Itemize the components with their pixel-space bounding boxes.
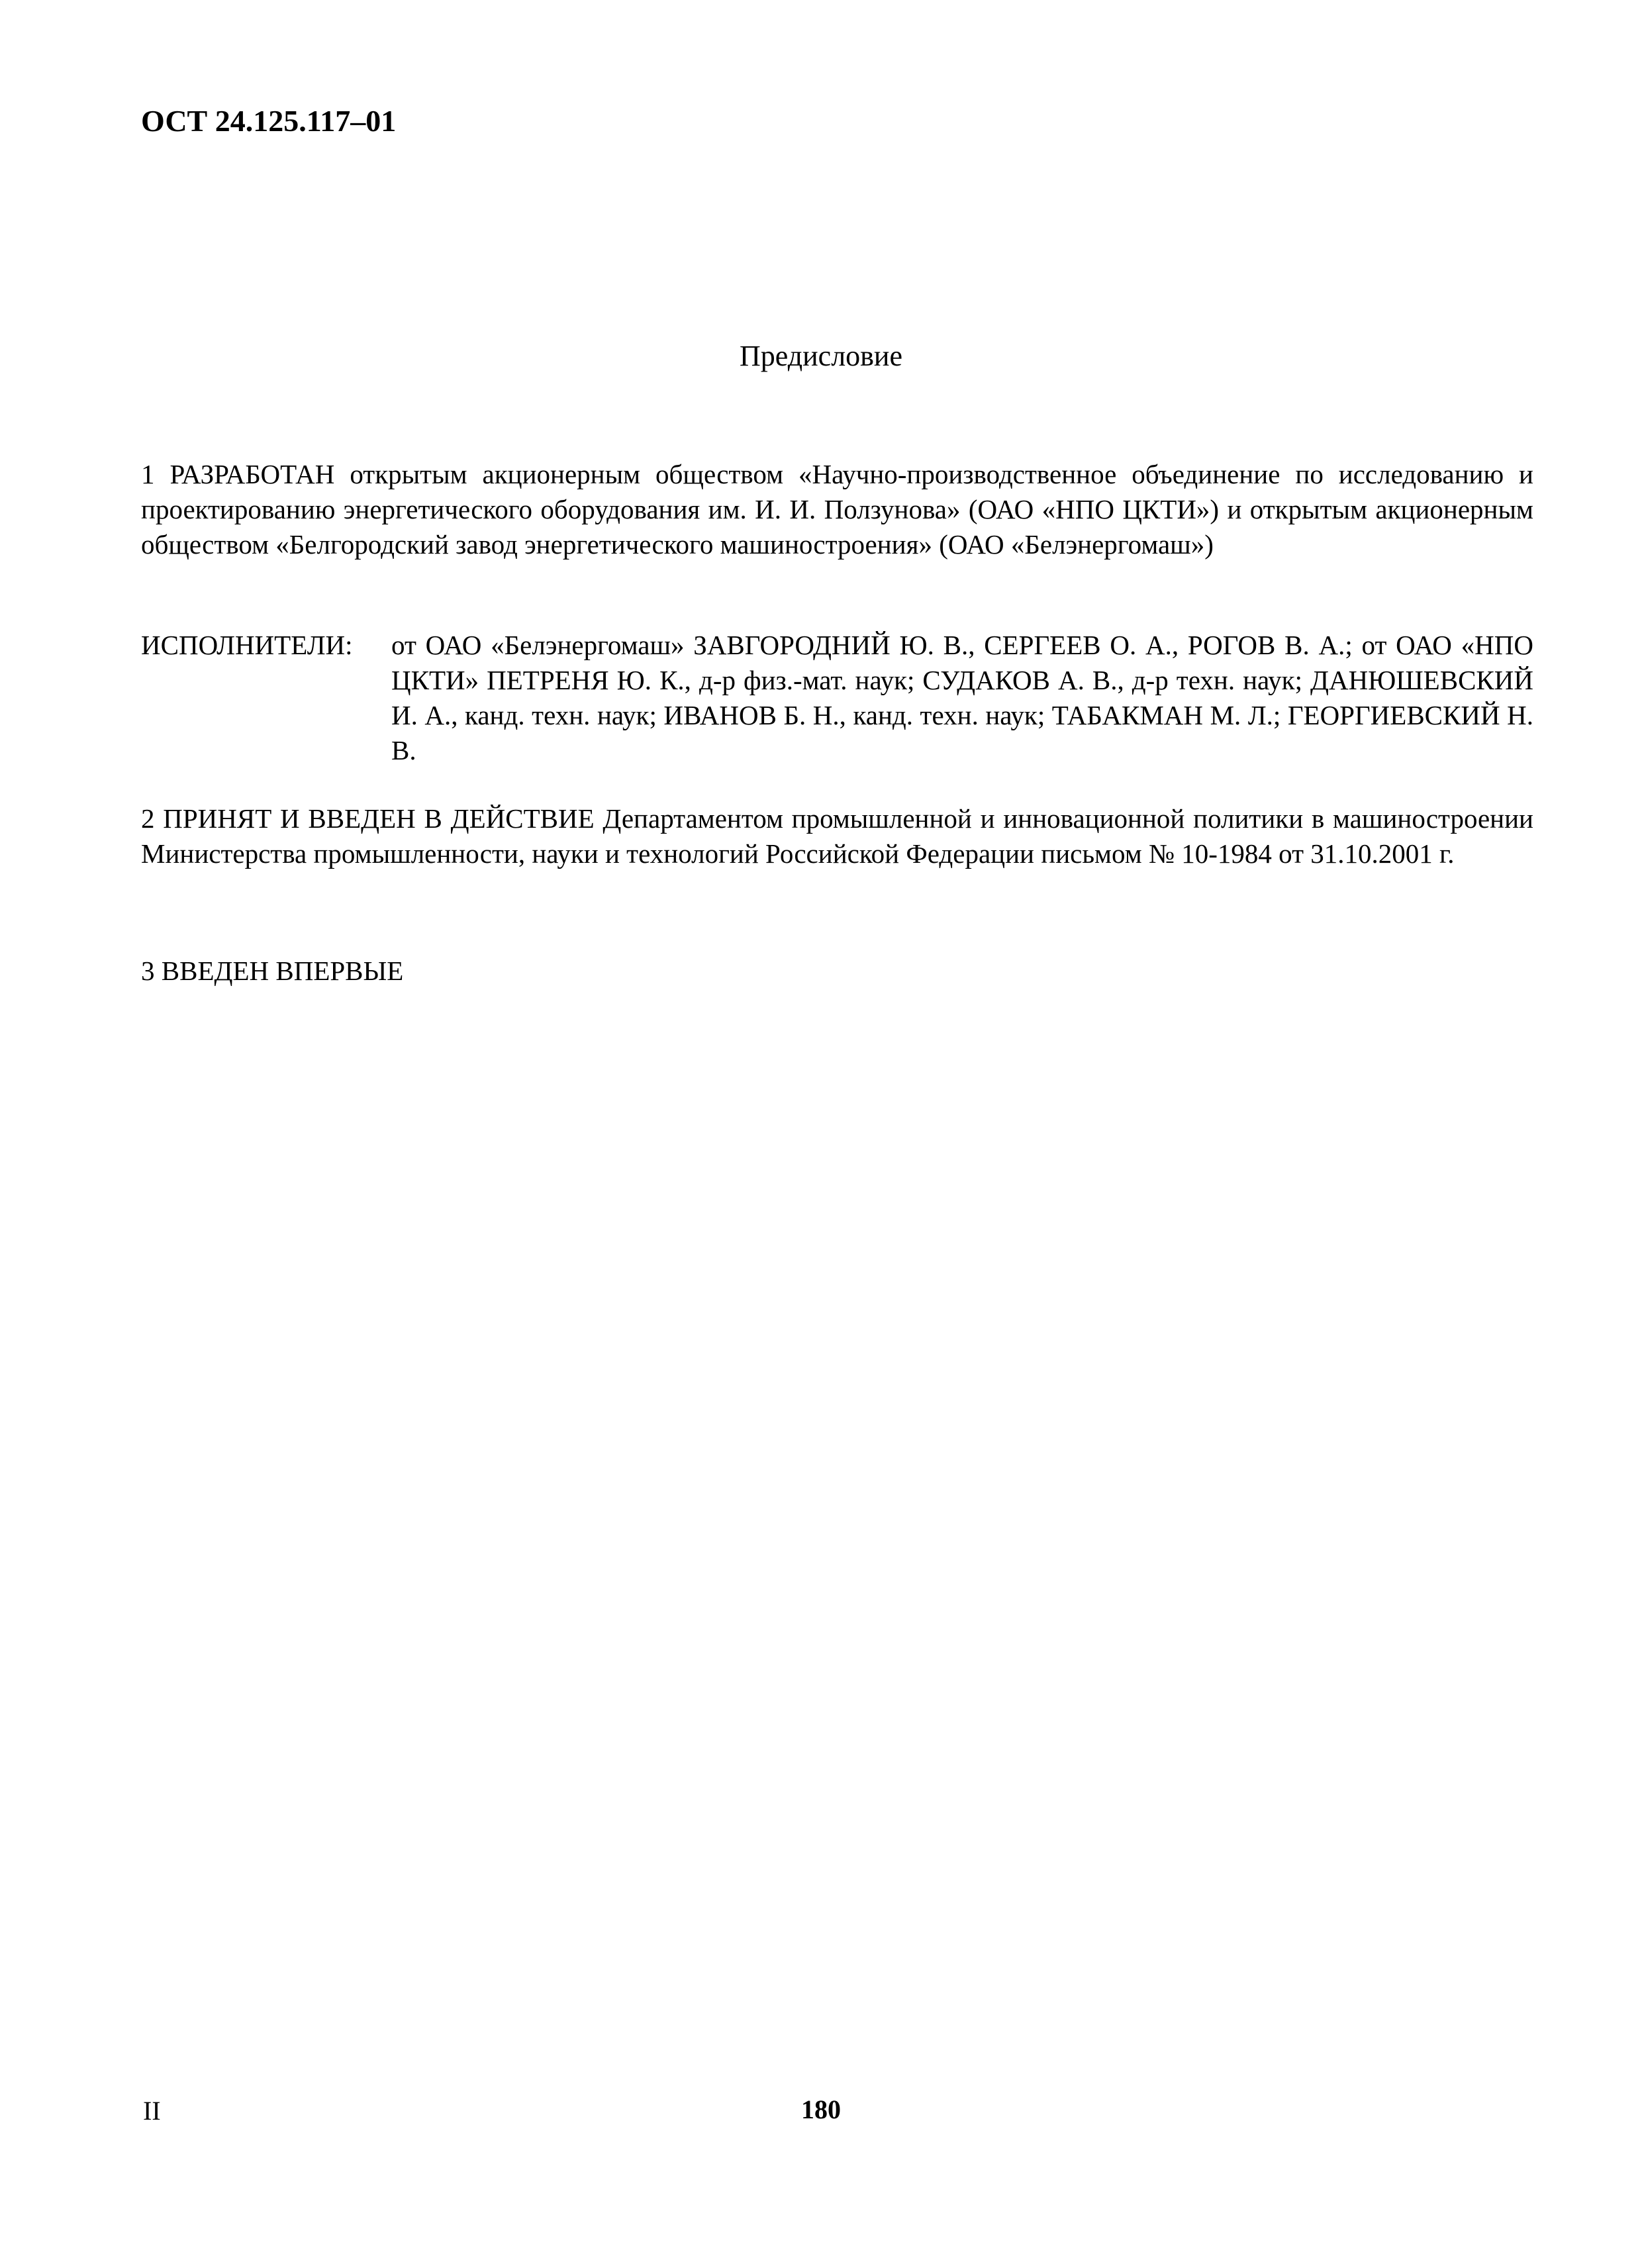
foreword-item-2: 2 ПРИНЯТ И ВВЕДЕН В ДЕЙСТВИЕ Департаментом промышленной и инновационной политики в машиностроении Министерства промышленности, науки и технологий Российской Федерации письмом № 10-1984 от 31.10.2001 г. <box>141 803 1533 869</box>
foreword-item-1: 1 РАЗРАБОТАН открытым акционерным обществом «Научно-производственное объединение по исследованию и проектированию энергетического оборудования им. И. И. Ползунова» (ОАО «НПО ЦКТИ») и открытым акционерным обществом «Белгородский завод энергетического машиностроения» (ОАО «Белэнергомаш») <box>141 459 1533 560</box>
document-code: ОСТ 24.125.117–01 <box>141 104 397 138</box>
executors-list: от ОАО «Белэнергомаш» ЗАВГОРОДНИЙ Ю. В., СЕРГЕЕВ О. А., РОГОВ В. А.; от ОАО «НПО ЦКТИ» ПЕТРЕНЯ Ю. К., д-р физ.-мат. наук; СУДАКОВ А. В., д-р техн. наук; ДАНЮШЕВСКИЙ И. А., канд. техн. наук; ИВАНОВ Б. Н., канд. техн. наук; ТАБАКМАН М. Л.; ГЕОРГИЕВСКИЙ Н. В. <box>391 630 1533 765</box>
foreword-item-3: 3 ВВЕДЕН ВПЕРВЫЕ <box>141 956 404 986</box>
page-number: 180 <box>801 2095 841 2124</box>
foreword-title: Предисловие <box>740 340 902 372</box>
executors-label: ИСПОЛНИТЕЛИ: <box>141 630 353 660</box>
roman-page-number: II <box>143 2096 161 2126</box>
